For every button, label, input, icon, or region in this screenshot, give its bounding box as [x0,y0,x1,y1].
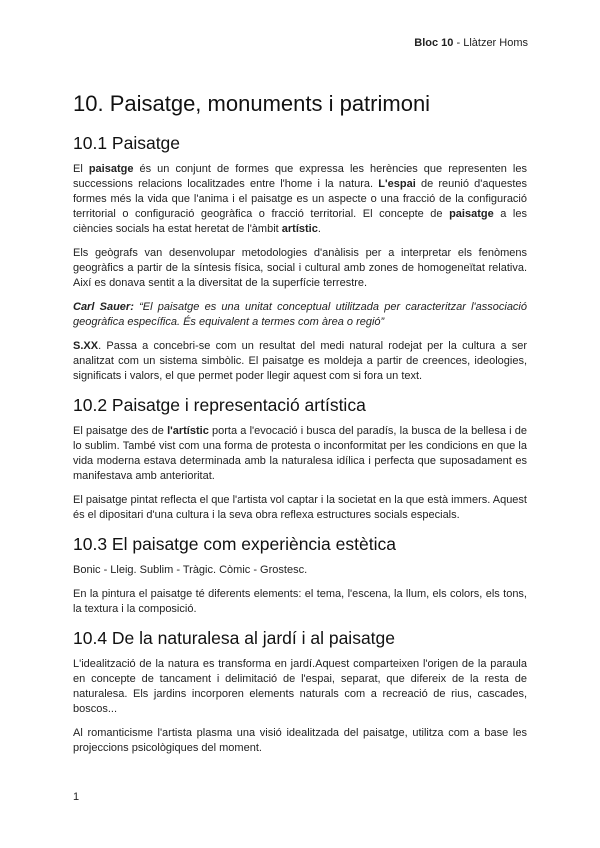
bold-term: artístic [281,223,318,235]
paragraph [73,162,527,237]
text-run: . Passa a concebri-se com un resultat del medi natural rodejat per la cultura a ser analitzat com un sistema simbòlic. El paisatge es moldeja a partir de creences, ideologies, significats i valors, el que permet poder llegir aquest com si fora un text. [73,340,527,382]
quote-text: “El paisatge es una unitat conceptual utilitzada per caracteritzar l'associació geogràfica específica. És equivalent a termes com àrea o regió” [73,301,527,328]
text-run: és un conjunt de formes que expressa les herències que representen les successions relacions localitzades entre l'home i la natura. [73,163,527,190]
quote-author: Carl Sauer: [73,301,140,313]
header-bloc: Bloc 10 [414,37,454,49]
quote-paragraph [73,300,527,330]
paragraph: Bonic - Lleig. Sublim - Tràgic. Còmic - Grostesc. [73,564,308,576]
page-header [414,37,528,49]
header-separator: - [453,37,464,49]
section-naturalesa-jardi [73,627,527,756]
text-run: El paisatge des de [73,425,168,437]
page-content [73,90,527,765]
section-heading: 10.2 Paisatge i representació artística [73,395,366,415]
bold-term: l'artístic [167,425,209,437]
paragraph: Al romanticisme l'artista plasma una visió idealitzada del paisatge, utilitza com a base les projeccions psicològiques del moment. [73,727,527,754]
text-run: El [73,163,89,175]
paragraph: El paisatge pintat reflecta el que l'artista vol captar i la societat en la que està immers. Aquest és el dipositari d'una cultura i la seva obra reflexa estructures socials especials. [73,494,527,521]
text-run: . [317,223,321,235]
bold-term: L'espai [378,178,416,190]
paragraph: Els geògrafs van desenvolupar metodologies d'anàlisis per a interpretar els fenòmens geogràfics a partir de la síntesis física, social i cultural amb zones de homogeneïtat relativa. Així es donava sentit a la diversitat de la superfície terrestre. [73,247,527,289]
paragraph [73,339,527,384]
bold-term: paisatge [449,208,494,220]
paragraph [73,424,527,484]
page-number: 1 [73,791,80,803]
section-representacio-artistica [73,394,527,523]
text-run: porta a l'evocació i busca del paradís, la busca de la bellesa i de lo sublim. També vist com una forma de protesta o inconformitat per les condicions en que la vida moderna estava determinada amb la naturalesa idílica i perfecta que suposadament es manifestava amb anterioritat. [73,425,527,482]
text-run: de reunió d'aquestes formes més la vida que l'anima i el paisatge es un aspecte o una fracció de la configuració territorial o configuració geogràfica o fracció territorial. El concepte de [73,178,528,220]
section-experiencia-estetica [73,533,527,617]
section-heading: 10.4 De la naturalesa al jardí i al paisatge [73,628,396,648]
bold-term: S.XX [73,340,99,352]
section-heading: 10.1 Paisatge [73,133,181,153]
header-author: Llàtzer Homs [463,37,528,49]
section-heading: 10.3 El paisatge com experiència estètica [73,534,396,554]
page-title: 10. Paisatge, monuments i patrimoni [73,91,431,116]
paragraph: En la pintura el paisatge té diferents elements: el tema, l'escena, la llum, els colors, els tons, la textura i la composició. [73,588,527,615]
text-run: a les ciències socials ha estat heretat de l'àmbit [73,208,527,235]
section-paisatge [73,132,527,384]
bold-term: paisatge [88,163,134,175]
paragraph: L'idealització de la natura es transforma en jardí.Aquest comparteixen l'origen de la paraula en concepte de tancament i delimitació de l'espai, separat, que difereix de la resta de naturalesa. Els jardins incorporen elements naturals com a recreació de rius, cascades, boscos... [73,658,527,715]
